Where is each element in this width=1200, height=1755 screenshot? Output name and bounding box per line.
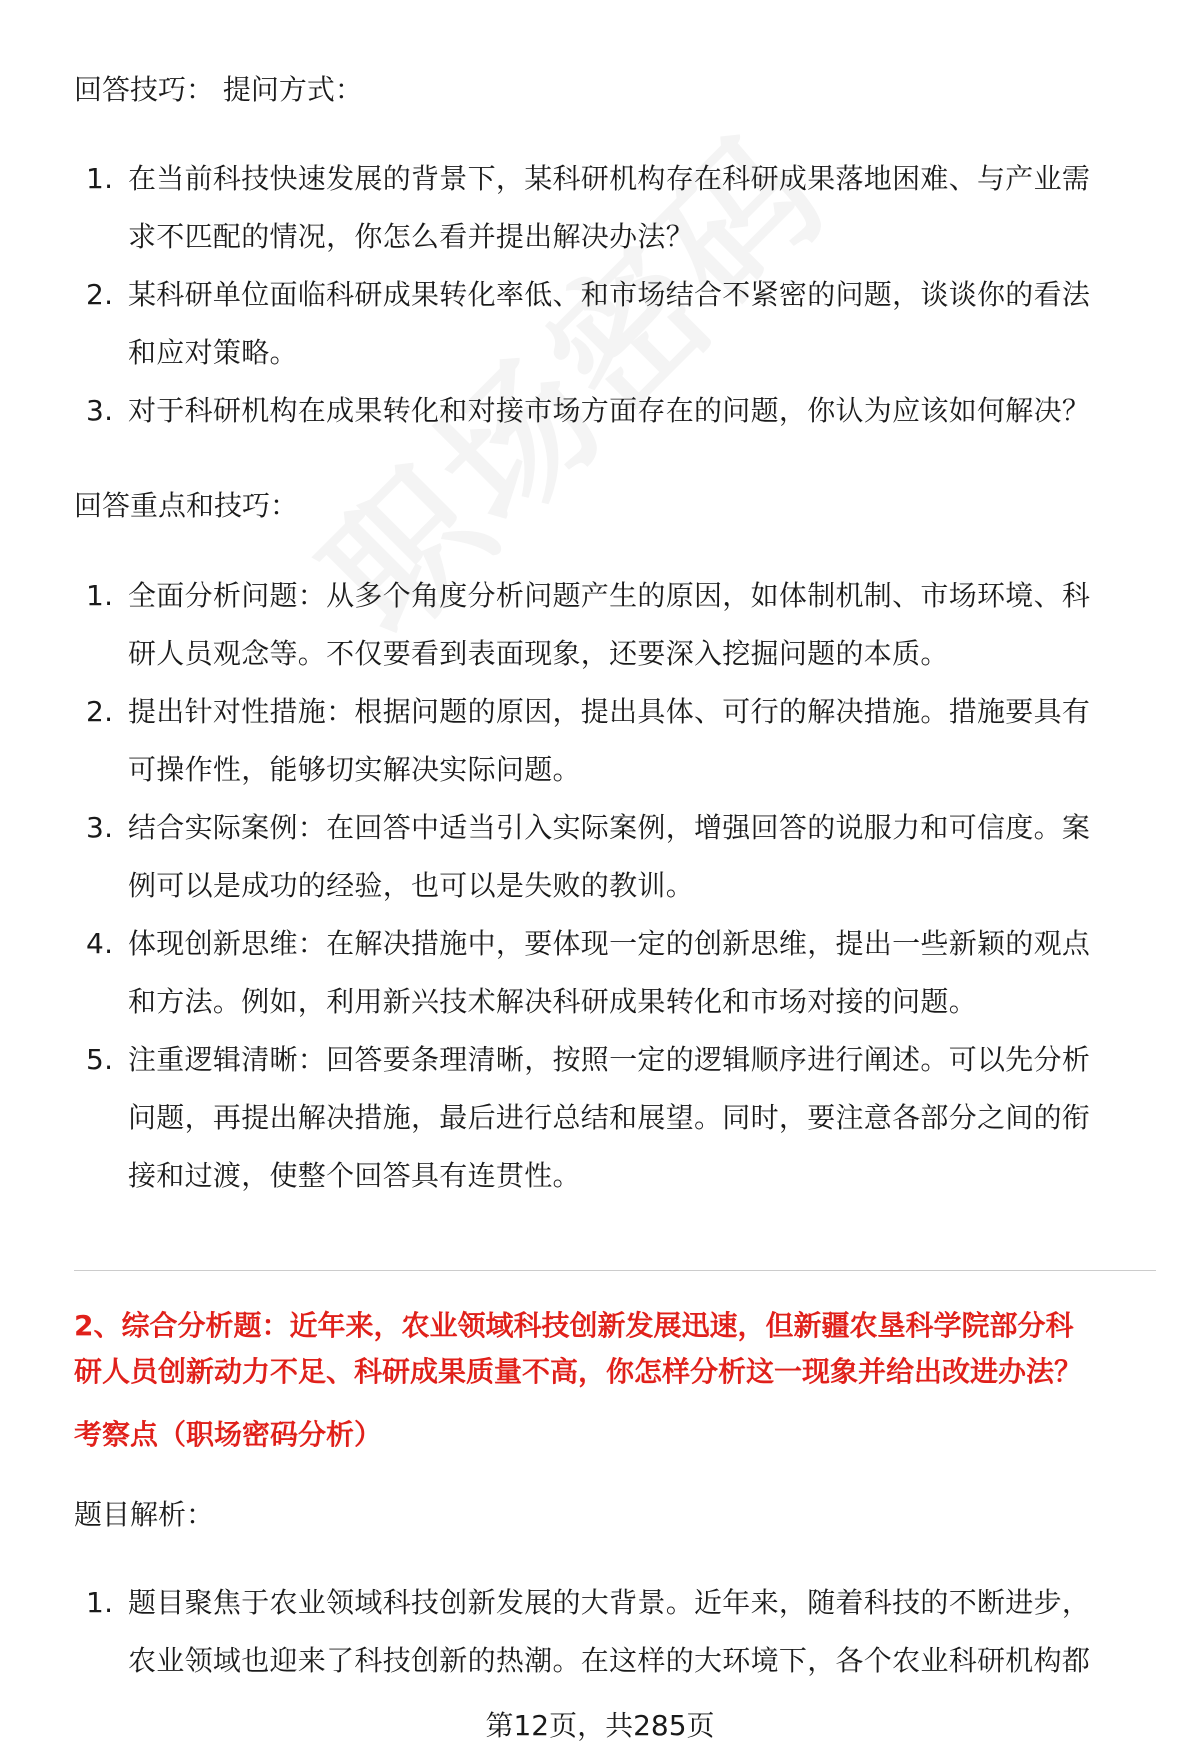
list-item: 3. 结合实际案例：在回答中适当引入实际案例，增强回答的说服力和可信度。案 例可以是成功的经验，也可以是失败的教训。 <box>86 811 1091 902</box>
key-points-list <box>74 567 1154 1205</box>
answer-tips-heading: 回答技巧： 提问方式： <box>74 73 363 106</box>
question-2-title: 2、综合分析题：近年来，农业领域科技创新发展迅速，但新疆农垦科学院部分科 研人员创新动力不足、科研成果质量不高，你怎样分析这一现象并给出改进办法？ <box>74 1309 1083 1388</box>
key-points-heading: 回答重点和技巧： <box>74 489 299 522</box>
list-item: 3. 对于科研机构在成果转化和对接市场方面存在的问题，你认为应该如何解决？ <box>86 394 1091 427</box>
list-item: 1. 题目聚焦于农业领域科技创新发展的大背景。近年来，随着科技的不断进步， 农业领域也迎来了科技创新的热潮。在这样的大环境下，各个农业科研机构都 <box>86 1586 1091 1677</box>
list-item: 2. 提出针对性措施：根据问题的原因，提出具体、可行的解决措施。措施要具有 可操作性，能够切实解决实际问题。 <box>86 695 1091 786</box>
list-item: 1. 全面分析问题：从多个角度分析问题产生的原因，如体制机制、市场环境、科 研人员观念等。不仅要看到表面现象，还要深入挖掘问题的本质。 <box>86 579 1091 670</box>
list-item: 1. 在当前科技快速发展的背景下，某科研机构存在科研成果落地困难、与产业需 求不匹配的情况，你怎么看并提出解决办法？ <box>86 162 1091 253</box>
list-item: 2. 某科研单位面临科研成果转化率低、和市场结合不紧密的问题，谈谈你的看法 和应对策略。 <box>86 278 1091 369</box>
page-number: 第12页，共285页 <box>485 1709 715 1742</box>
list-item: 4. 体现创新思维：在解决措施中，要体现一定的创新思维，提出一些新颖的观点 和方法。例如，利用新兴技术解决科研成果转化和市场对接的问题。 <box>86 927 1091 1018</box>
analysis-heading: 题目解析： <box>74 1498 215 1531</box>
list-item: 5. 注重逻辑清晰：回答要条理清晰，按照一定的逻辑顺序进行阐述。可以先分析 问题，再提出解决措施，最后进行总结和展望。同时，要注意各部分之间的衔 接和过渡，使整个回答具有连贯性。 <box>86 1043 1091 1192</box>
section-divider <box>74 1270 1156 1271</box>
analysis-list <box>74 1574 1154 1690</box>
test-point-heading: 考察点（职场密码分析） <box>74 1418 383 1451</box>
question-list <box>74 150 1154 440</box>
